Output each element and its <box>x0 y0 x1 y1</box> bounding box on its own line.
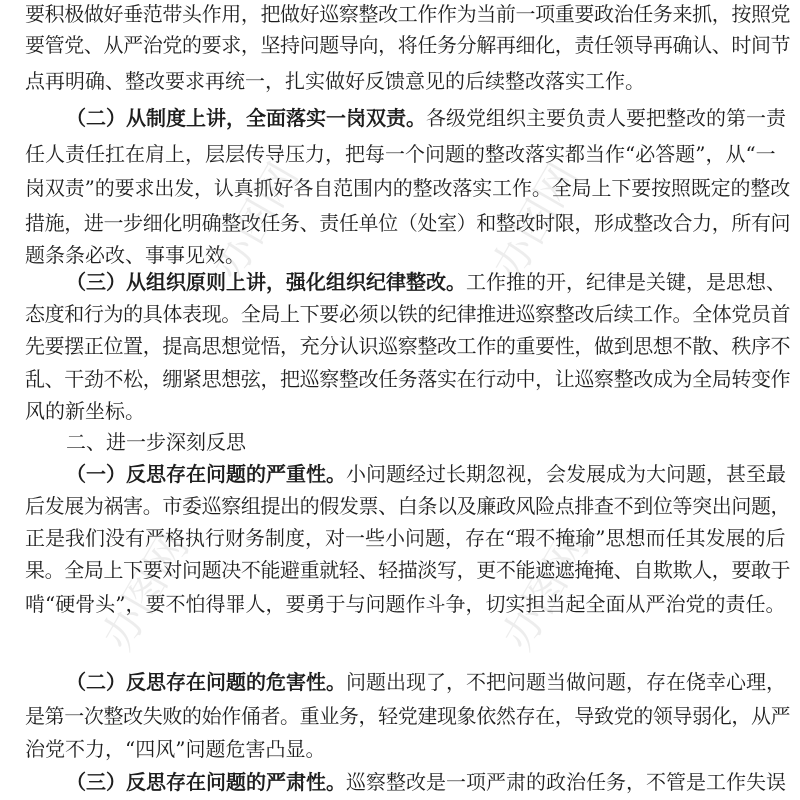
paragraph-line: 后发展为祸害。市委巡察组提出的假发票、白条以及廉政风险点排查不到位等突出问题， <box>25 494 791 518</box>
paragraph-line: 果。全局上下要对问题决不能避重就轻、轻描淡写，更不能遮遮掩掩、自欺欺人，要敢于 <box>25 558 791 582</box>
section-heading: （三）从组织原则上讲，强化组织纪律整改。 <box>66 270 466 294</box>
paragraph-line: 要管党、从严治党的要求，坚持问题导向，将任务分解再细化，责任领导再确认、时间节 <box>25 33 791 57</box>
paragraph-line: 治党不力，“四风”问题危害凸显。 <box>25 737 326 761</box>
section-heading: （三）反思存在问题的严肃性。 <box>66 770 346 794</box>
section-heading-line: （三）从组织原则上讲，强化组织纪律整改。工作推的开，纪律是关键，是思想、 <box>66 270 786 294</box>
section-heading-line: （二）反思存在问题的危害性。问题出现了，不把问题当做问题，存在侥幸心理， <box>66 670 786 694</box>
paragraph-line: 点再明确、整改要求再统一，扎实做好反馈意见的后续整改落实工作。 <box>25 69 645 93</box>
paragraph-line: 任人责任扛在肩上，层层传导压力，把每一个问题的整改落实都当作“必答题”，从“一 <box>25 142 776 166</box>
chapter-heading: 二、进一步深刻反思 <box>66 430 246 454</box>
watermark: 办图网 <box>482 154 588 289</box>
paragraph-line: 题条条必改、事事见效。 <box>25 243 245 267</box>
paragraph-line: 风的新坐标。 <box>25 399 145 423</box>
paragraph-line: 乱、干劲不松，绷紧思想弦，把巡察整改任务落实在行动中，让巡察整改成为全局转变作 <box>25 367 791 391</box>
section-heading: （二）反思存在问题的危害性。 <box>66 670 346 694</box>
paragraph-line: 先要摆正位置，提高思想觉悟，充分认识巡察整改工作的重要性，做到思想不散、秩序不 <box>25 334 791 358</box>
paragraph-line: 态度和行为的具体表现。全局上下要必须以铁的纪律推进巡察整改后续工作。全体党员首 <box>25 302 791 326</box>
section-heading: （二）从制度上讲，全面落实一岗双责。 <box>66 106 426 130</box>
paragraph-line: 正是我们没有严格执行财务制度，对一些小问题，存在“瑕不掩瑜”思想而任其发展的后 <box>25 526 786 550</box>
section-heading-line: （二）从制度上讲，全面落实一岗双责。各级党组织主要负责人要把整改的第一责 <box>66 106 786 130</box>
paragraph-line: 措施，进一步细化明确整改任务、责任单位（处室）和整改时限，形成整改合力，所有问 <box>25 211 791 235</box>
paragraph-line: 岗双责”的要求出发，认真抓好各自范围内的整改落实工作。全局上下要按照既定的整改 <box>25 176 791 200</box>
watermark: 办图网 <box>492 524 598 659</box>
watermark: 办图网 <box>92 524 198 659</box>
paragraph-line: 要积极做好垂范带头作用，把做好巡察整改工作作为当前一项重要政治任务来抓，按照党 <box>25 2 791 26</box>
paragraph-line: 是第一次整改失败的始作俑者。重业务，轻党建现象依然存在，导致党的领导弱化，从严 <box>25 704 791 728</box>
watermark: 办图网 <box>202 154 308 289</box>
section-heading-line: （三）反思存在问题的严肃性。巡察整改是一项严肃的政治任务，不管是工作失误 <box>66 770 786 794</box>
section-heading-line: （一）反思存在问题的严重性。小问题经过长期忽视，会发展成为大问题，甚至最 <box>66 462 786 486</box>
section-heading: （一）反思存在问题的严重性。 <box>66 462 346 486</box>
paragraph-line: 啃“硬骨头”，要不怕得罪人，要勇于与问题作斗争，切实担当起全面从严治党的责任。 <box>25 592 786 616</box>
